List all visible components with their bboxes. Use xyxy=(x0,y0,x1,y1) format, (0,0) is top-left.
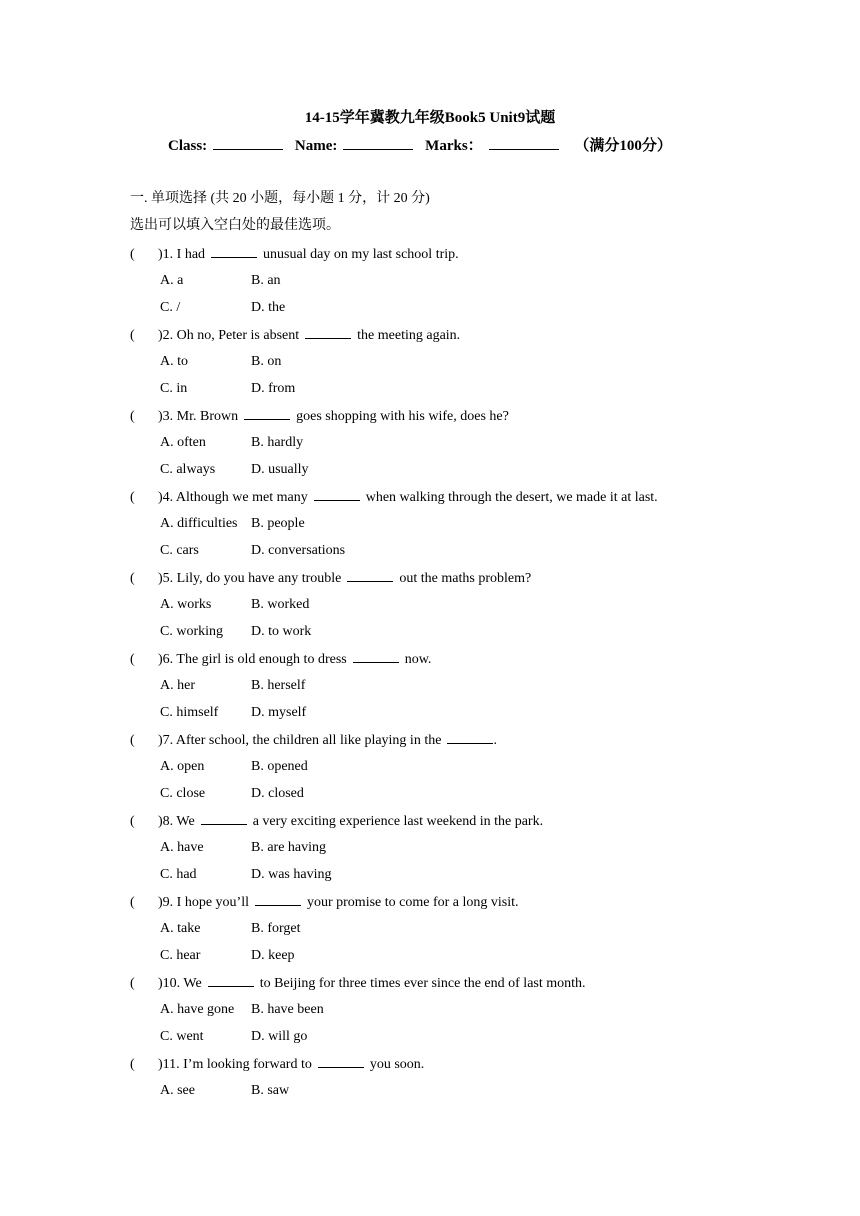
fill-blank[interactable] xyxy=(318,1055,364,1068)
question-3 xyxy=(130,407,509,426)
fill-blank[interactable] xyxy=(314,488,360,501)
answer-bracket[interactable]: ( xyxy=(130,652,135,667)
question-text-end: when walking through the desert, we made it at last. xyxy=(365,490,658,505)
option-row xyxy=(160,947,295,965)
option-row xyxy=(160,866,332,884)
question-text-end: goes shopping with his wife, does he? xyxy=(296,409,509,424)
answer-option[interactable]: A. see xyxy=(160,1083,195,1098)
fill-blank[interactable] xyxy=(305,326,351,339)
question-10 xyxy=(130,974,586,993)
answer-option[interactable]: A. difficulties xyxy=(160,516,238,531)
question-8 xyxy=(130,812,543,831)
answer-option[interactable]: A. to xyxy=(160,354,188,369)
answer-option[interactable]: C. cars xyxy=(160,543,199,558)
answer-option[interactable]: A. often xyxy=(160,435,206,450)
section-heading: 一. 单项选择 (共 20 小题，每小题 1 分，计 20 分) xyxy=(130,191,430,206)
question-text-end: out the maths problem? xyxy=(399,571,532,586)
answer-option[interactable]: D. was having xyxy=(251,867,332,882)
answer-option[interactable]: B. herself xyxy=(251,678,306,693)
question-6 xyxy=(130,650,431,669)
answer-bracket[interactable]: ( xyxy=(130,814,135,829)
answer-option[interactable]: B. saw xyxy=(251,1083,290,1098)
answer-option[interactable]: D. usually xyxy=(251,462,309,477)
answer-option[interactable]: C. himself xyxy=(160,705,219,720)
answer-bracket[interactable]: ( xyxy=(130,490,135,505)
fill-blank[interactable] xyxy=(347,569,393,582)
question-4 xyxy=(130,488,658,507)
option-row xyxy=(160,434,303,452)
fill-blank[interactable] xyxy=(208,974,254,987)
answer-option[interactable]: A. works xyxy=(160,597,212,612)
answer-option[interactable]: C. hear xyxy=(160,948,201,963)
answer-option[interactable]: C. / xyxy=(160,300,181,315)
option-row xyxy=(160,272,281,290)
question-text: )6. The girl is old enough to dress xyxy=(158,652,347,667)
answer-option[interactable]: B. an xyxy=(251,273,281,288)
question-2 xyxy=(130,326,460,345)
name-blank[interactable] xyxy=(343,135,413,150)
option-row xyxy=(160,1028,307,1046)
answer-option[interactable]: B. opened xyxy=(251,759,308,774)
question-text-end: a very exciting experience last weekend in the park. xyxy=(252,814,544,829)
question-text-end: to Beijing for three times ever since the end of last month. xyxy=(259,976,586,991)
option-row xyxy=(160,1082,289,1100)
answer-bracket[interactable]: ( xyxy=(130,733,135,748)
answer-option[interactable]: D. keep xyxy=(251,948,295,963)
question-text: )5. Lily, do you have any trouble xyxy=(158,571,342,586)
fill-blank[interactable] xyxy=(211,245,257,258)
answer-option[interactable]: C. in xyxy=(160,381,188,396)
answer-option[interactable]: C. went xyxy=(160,1029,204,1044)
class-blank[interactable] xyxy=(213,135,283,150)
answer-option[interactable]: A. her xyxy=(160,678,195,693)
answer-option[interactable]: B. hardly xyxy=(251,435,304,450)
marks-label: Marks： xyxy=(425,138,483,154)
section-instruction: 选出可以填入空白处的最佳选项。 xyxy=(130,218,340,233)
question-text-end: your promise to come for a long visit. xyxy=(306,895,519,910)
answer-bracket[interactable]: ( xyxy=(130,571,135,586)
answer-option[interactable]: C. close xyxy=(160,786,206,801)
question-text: )3. Mr. Brown xyxy=(158,409,239,424)
answer-option[interactable]: B. have been xyxy=(251,1002,324,1017)
answer-bracket[interactable]: ( xyxy=(130,328,135,343)
option-row xyxy=(160,704,306,722)
answer-bracket[interactable]: ( xyxy=(130,1057,135,1072)
answer-bracket[interactable]: ( xyxy=(130,247,135,262)
question-text-end: you soon. xyxy=(369,1057,425,1072)
marks-blank[interactable] xyxy=(489,135,559,150)
answer-bracket[interactable]: ( xyxy=(130,895,135,910)
option-row xyxy=(160,380,295,398)
answer-option[interactable]: A. have gone xyxy=(160,1002,235,1017)
question-text: )1. I had xyxy=(158,247,206,262)
answer-option[interactable]: D. will go xyxy=(251,1029,308,1044)
option-row xyxy=(160,461,309,479)
answer-option[interactable]: B. forget xyxy=(251,921,301,936)
answer-option[interactable]: D. from xyxy=(251,381,296,396)
question-text: )9. I hope you’ll xyxy=(158,895,249,910)
answer-option[interactable]: B. are having xyxy=(251,840,327,855)
answer-option[interactable]: D. to work xyxy=(251,624,312,639)
answer-option[interactable]: A. have xyxy=(160,840,204,855)
option-row xyxy=(160,920,301,938)
answer-option[interactable]: C. always xyxy=(160,462,216,477)
answer-bracket[interactable]: ( xyxy=(130,409,135,424)
question-11 xyxy=(130,1055,424,1074)
question-text: )8. We xyxy=(158,814,195,829)
question-text: )4. Although we met many xyxy=(158,490,308,505)
question-7 xyxy=(130,731,497,750)
name-label: Name: xyxy=(294,138,338,154)
answer-option[interactable]: B. people xyxy=(251,516,305,531)
question-text-end: . xyxy=(493,733,497,748)
option-row xyxy=(160,758,308,776)
answer-option[interactable]: D. closed xyxy=(251,786,304,801)
fill-blank[interactable] xyxy=(244,407,290,420)
answer-option[interactable]: C. had xyxy=(160,867,197,882)
answer-option[interactable]: B. worked xyxy=(251,597,310,612)
question-text-end: unusual day on my last school trip. xyxy=(263,247,459,262)
page-title: 14-15学年冀教九年级Book5 Unit9试题 xyxy=(304,110,556,126)
fill-blank[interactable] xyxy=(447,731,493,744)
answer-option[interactable]: C. working xyxy=(160,624,223,639)
answer-option[interactable]: A. take xyxy=(160,921,201,936)
option-row xyxy=(160,839,326,857)
option-row xyxy=(160,299,285,317)
option-row xyxy=(160,1001,324,1019)
option-row xyxy=(160,623,311,641)
option-row xyxy=(160,353,281,371)
answer-option[interactable]: A. a xyxy=(160,273,184,288)
full-marks-note: （满分100分） xyxy=(574,138,672,154)
option-row xyxy=(160,596,309,614)
answer-bracket[interactable]: ( xyxy=(130,976,135,991)
question-5 xyxy=(130,569,531,588)
question-text: )10. We xyxy=(158,976,202,991)
option-row xyxy=(160,515,305,533)
question-1 xyxy=(130,245,459,264)
question-text: )2. Oh no, Peter is absent xyxy=(158,328,300,343)
option-row xyxy=(160,785,304,803)
question-text-end: now. xyxy=(404,652,432,667)
question-text: )7. After school, the children all like playing in the xyxy=(158,733,442,748)
option-row xyxy=(160,677,305,695)
question-text-end: the meeting again. xyxy=(357,328,461,343)
answer-option[interactable]: B. on xyxy=(251,354,282,369)
question-9 xyxy=(130,893,519,912)
question-text: )11. I’m looking forward to xyxy=(158,1057,312,1072)
student-info-line xyxy=(168,135,728,156)
class-label: Class: xyxy=(168,138,208,154)
fill-blank[interactable] xyxy=(201,812,247,825)
answer-option[interactable]: D. myself xyxy=(251,705,307,720)
option-row xyxy=(160,542,345,560)
answer-option[interactable]: A. open xyxy=(160,759,205,774)
fill-blank[interactable] xyxy=(353,650,399,663)
answer-option[interactable]: D. the xyxy=(251,300,286,315)
fill-blank[interactable] xyxy=(255,893,301,906)
answer-option[interactable]: D. conversations xyxy=(251,543,346,558)
